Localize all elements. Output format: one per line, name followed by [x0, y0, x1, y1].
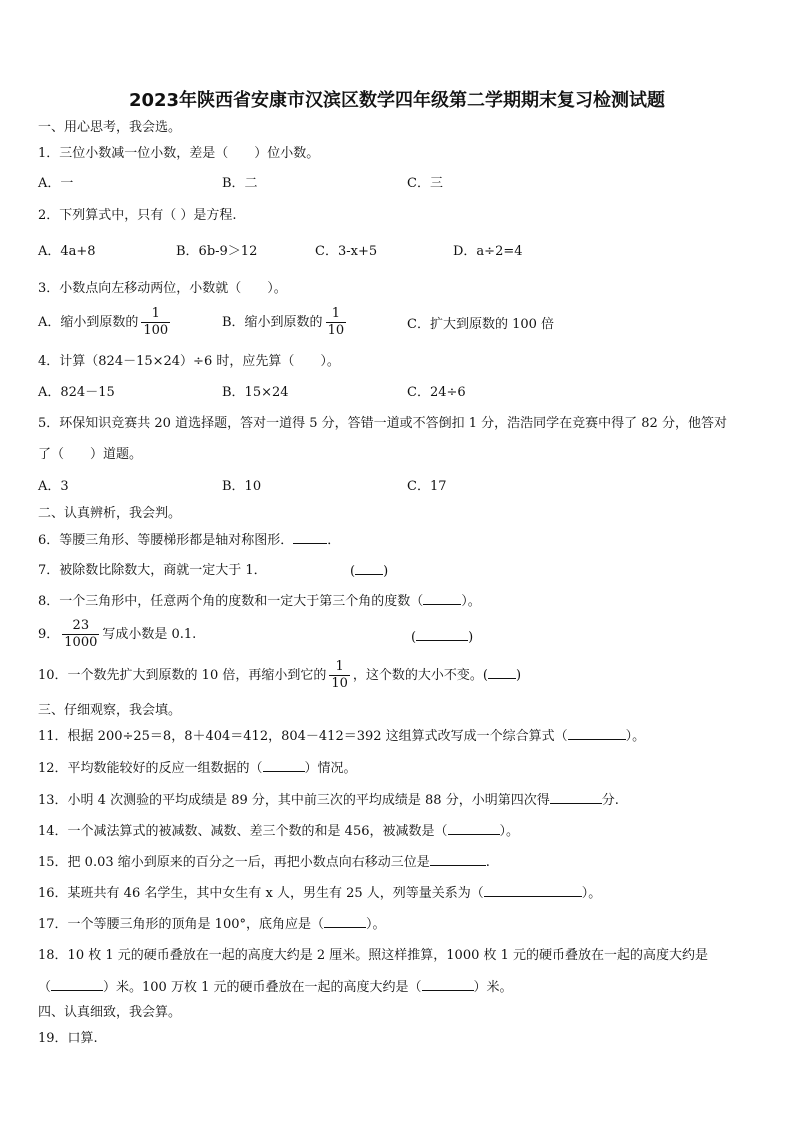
question-9-fraction: [62, 618, 99, 651]
paren-right: ): [468, 630, 474, 645]
question-1: 1．三位小数减一位小数，差是（ ）位小数。: [38, 146, 320, 161]
q3-option-b-label: B．缩小到原数的: [222, 315, 323, 330]
question-18-paren: （: [38, 980, 52, 995]
question-13-tail: 分.: [601, 793, 619, 808]
q4-option-b: B．15×24: [222, 385, 289, 400]
question-10-fraction: [329, 659, 350, 692]
q4-option-a: A．824－15: [38, 385, 115, 400]
question-18-tail: ）米。: [473, 980, 513, 995]
fraction-numerator: 1: [335, 659, 344, 674]
question-10-text-post: ，这个数的大小不变。(: [352, 668, 488, 683]
question-14: [38, 822, 519, 841]
question-7-answer: [350, 562, 388, 581]
q2-option-a: A．4a+8: [38, 244, 96, 259]
q2-option-b: B．6b-9＞12: [176, 244, 258, 259]
q3-option-c: C．扩大到原数的 100 倍: [407, 317, 555, 332]
question-10-tail: ): [515, 668, 522, 683]
question-10-text: 10．一个数先扩大到原数的 10 倍，再缩小到它的: [38, 668, 327, 683]
fraction-numerator: 1: [151, 306, 160, 321]
fraction-denominator: 10: [331, 676, 348, 691]
question-7: [38, 562, 267, 580]
fraction-numerator: 1: [331, 306, 340, 321]
section-heading-4: 四、认真细致，我会算。: [38, 1005, 182, 1020]
question-7-text: 7．被除数比除数大，商就一定大于 1．: [38, 563, 267, 578]
question-8-tail: ）。: [461, 594, 481, 609]
question-13: [38, 791, 619, 810]
question-16-tail: ）。: [581, 886, 602, 901]
question-17-text: 17．一个等腰三角形的顶角是 100°，底角应是（: [38, 917, 324, 932]
question-8-text: 8．一个三角形中，任意两个角的度数和一定大于第三个角的度数（: [38, 594, 424, 609]
answer-blank[interactable]: [263, 759, 305, 772]
q2-option-d: D．a÷2=4: [453, 244, 523, 259]
question-6-text: 6．等腰三角形、等腰梯形都是轴对称图形．: [38, 533, 294, 548]
q3-option-a: [38, 306, 173, 339]
question-15-text: 15．把 0.03 缩小到原来的百分之一后，再把小数点向右移动三位是: [38, 855, 430, 870]
answer-blank[interactable]: [324, 915, 366, 928]
paren-left: (: [411, 630, 417, 645]
question-12: [38, 759, 357, 778]
question-2: 2．下列算式中，只有（ ）是方程.: [38, 208, 237, 223]
question-9-answer: [411, 628, 473, 647]
q5-option-b: B．10: [222, 479, 262, 494]
fraction-denominator: 10: [327, 323, 345, 338]
answer-blank[interactable]: [422, 978, 474, 991]
paren-right: ): [383, 564, 389, 579]
paren-left: (: [350, 564, 356, 579]
section-heading-2: 二、认真辨析，我会判。: [38, 506, 182, 521]
q3-option-a-fraction: [141, 306, 170, 339]
answer-blank[interactable]: [51, 978, 103, 991]
question-3: 3．小数点向左移动两位，小数就（ ）。: [38, 281, 287, 296]
answer-blank[interactable]: [448, 822, 500, 835]
question-16: [38, 884, 601, 903]
answer-blank[interactable]: [488, 666, 516, 679]
q3-option-b: [222, 306, 349, 339]
question-5-line-2: 了（ ）道题。: [38, 447, 143, 462]
section-heading-3: 三、仔细观察，我会填。: [38, 703, 182, 718]
question-18-line-1: 18．10 枚 1 元的硬币叠放在一起的高度大约是 2 厘米。照这样推算，1000 枚 1 元的硬币叠放在一起的高度大约是: [38, 948, 709, 963]
fraction-numerator: 23: [72, 618, 90, 633]
question-11-tail: ）。: [625, 729, 646, 744]
q5-option-a: A．3: [38, 479, 69, 494]
q1-option-b: B．二: [222, 176, 258, 191]
answer-blank[interactable]: [355, 562, 383, 575]
question-11-text: 11．根据 200÷25＝8，8＋404＝412，804－412＝392 这组算式改写成一个综合算式（: [38, 729, 568, 744]
question-17: [38, 915, 386, 934]
q1-option-a: A．一: [38, 176, 74, 191]
q4-option-c: C．24÷6: [407, 385, 466, 400]
question-13-text: 13．小明 4 次测验的平均成绩是 89 分，其中前三次的平均成绩是 88 分，小明第四次得: [38, 793, 550, 808]
fraction-denominator: 100: [143, 323, 169, 338]
q3-option-a-label: A．缩小到原数的: [38, 315, 139, 330]
q2-option-c: C．3-x+5: [315, 244, 378, 259]
question-14-text: 14．一个减法算式的被减数、减数、差三个数的和是 456，被减数是（: [38, 824, 448, 839]
question-6-tail: ．: [327, 533, 341, 548]
question-12-text: 12．平均数能较好的反应一组数据的（: [38, 761, 263, 776]
q3-option-b-fraction: [326, 306, 347, 339]
question-9-text: 写成小数是 0.1.: [102, 627, 197, 642]
question-19: 19．口算.: [38, 1031, 98, 1046]
question-17-tail: ）。: [366, 917, 386, 932]
answer-blank[interactable]: [430, 853, 486, 866]
question-18-line-2: [38, 978, 513, 997]
question-9: [38, 618, 196, 651]
answer-blank[interactable]: [568, 727, 626, 740]
question-18-text-mid: ）米。100 万枚 1 元的硬币叠放在一起的高度大约是（: [103, 980, 422, 995]
answer-blank[interactable]: [416, 628, 468, 641]
question-15: [38, 853, 490, 872]
question-6: [38, 531, 340, 550]
question-10: [38, 659, 521, 692]
q5-option-c: C．17: [407, 479, 447, 494]
fraction-denominator: 1000: [64, 635, 98, 650]
question-9-number: 9．: [38, 627, 60, 642]
answer-blank[interactable]: [550, 791, 602, 804]
question-4: 4．计算（824－15×24）÷6 时，应先算（ ）。: [38, 354, 340, 369]
section-heading-1: 一、用心思考，我会选。: [38, 120, 182, 135]
answer-blank[interactable]: [484, 884, 582, 897]
question-11: [38, 727, 645, 746]
question-12-tail: ）情况。: [304, 761, 357, 776]
page-title: 2023年陕西省安康市汉滨区数学四年级第二学期期末复习检测试题: [128, 90, 666, 111]
question-8: [38, 592, 481, 611]
q1-option-c: C．三: [407, 176, 443, 191]
answer-blank[interactable]: [293, 531, 327, 544]
question-15-tail: .: [485, 855, 490, 870]
question-16-text: 16．某班共有 46 名学生，其中女生有 x 人，男生有 25 人，列等量关系为（: [38, 886, 484, 901]
answer-blank[interactable]: [423, 592, 461, 605]
question-5-line-1: 5．环保知识竞赛共 20 道选择题，答对一道得 5 分，答错一道或不答倒扣 1 分，浩浩同学在竞赛中得了 82 分，他答对: [38, 416, 727, 431]
question-14-tail: ）。: [499, 824, 520, 839]
